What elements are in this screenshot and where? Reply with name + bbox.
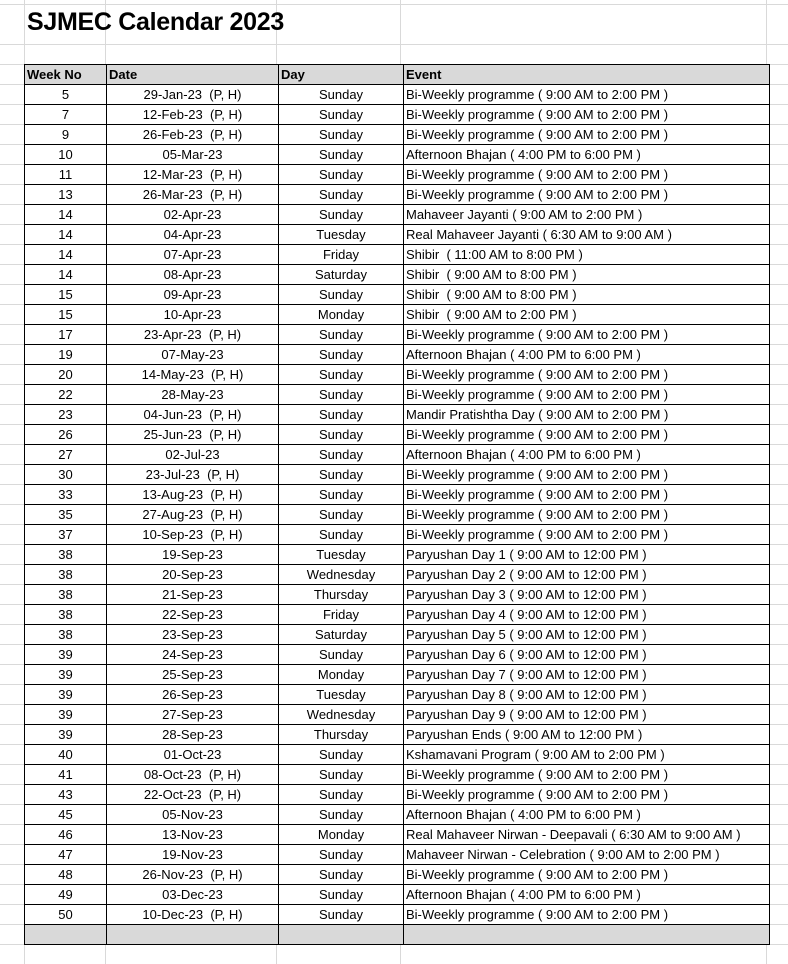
date-cell[interactable]: 04-Jun-23 (P, H) xyxy=(107,405,279,425)
day-cell[interactable]: Sunday xyxy=(279,485,404,505)
table-row xyxy=(25,245,770,265)
event-cell[interactable]: Mandir Pratishtha Day ( 9:00 AM to 2:00 PM ) xyxy=(404,405,770,425)
week-no-cell[interactable]: 7 xyxy=(25,105,107,125)
day-cell[interactable]: Sunday xyxy=(279,165,404,185)
week-no-cell[interactable]: 27 xyxy=(25,445,107,465)
date-cell[interactable]: 29-Jan-23 (P, H) xyxy=(107,85,279,105)
week-no-cell[interactable]: 26 xyxy=(25,425,107,445)
week-no-cell[interactable]: 14 xyxy=(25,245,107,265)
table-row xyxy=(25,865,770,885)
table-row xyxy=(25,285,770,305)
date-cell[interactable]: 25-Sep-23 xyxy=(107,665,279,685)
day-cell[interactable]: Sunday xyxy=(279,285,404,305)
day-cell[interactable]: Friday xyxy=(279,245,404,265)
column-header-event[interactable]: Event xyxy=(404,65,770,85)
week-no-cell[interactable]: 41 xyxy=(25,765,107,785)
day-cell[interactable]: Sunday xyxy=(279,85,404,105)
date-cell[interactable]: 03-Dec-23 xyxy=(107,885,279,905)
date-cell[interactable]: 10-Sep-23 (P, H) xyxy=(107,525,279,545)
table-row xyxy=(25,825,770,845)
week-no-cell[interactable]: 30 xyxy=(25,465,107,485)
day-cell[interactable]: Sunday xyxy=(279,345,404,365)
event-cell[interactable]: Bi-Weekly programme ( 9:00 AM to 2:00 PM ) xyxy=(404,865,770,885)
week-no-cell[interactable]: 39 xyxy=(25,705,107,725)
day-cell[interactable]: Sunday xyxy=(279,145,404,165)
day-cell[interactable]: Tuesday xyxy=(279,685,404,705)
date-cell[interactable]: 04-Apr-23 xyxy=(107,225,279,245)
column-header-week-no[interactable]: Week No xyxy=(25,65,107,85)
date-cell[interactable]: 13-Aug-23 (P, H) xyxy=(107,485,279,505)
table-row xyxy=(25,605,770,625)
day-cell[interactable]: Sunday xyxy=(279,185,404,205)
date-cell[interactable]: 19-Nov-23 xyxy=(107,845,279,865)
week-no-cell[interactable]: 14 xyxy=(25,265,107,285)
date-cell[interactable]: 13-Nov-23 xyxy=(107,825,279,845)
empty-cell[interactable] xyxy=(404,925,770,945)
day-cell[interactable]: Sunday xyxy=(279,445,404,465)
date-cell[interactable]: 27-Aug-23 (P, H) xyxy=(107,505,279,525)
table-row xyxy=(25,265,770,285)
event-cell[interactable]: Paryushan Day 7 ( 9:00 AM to 12:00 PM ) xyxy=(404,665,770,685)
table-row xyxy=(25,225,770,245)
day-cell[interactable]: Monday xyxy=(279,305,404,325)
empty-cell[interactable] xyxy=(107,925,279,945)
week-no-cell[interactable]: 17 xyxy=(25,325,107,345)
event-cell[interactable]: Bi-Weekly programme ( 9:00 AM to 2:00 PM ) xyxy=(404,125,770,145)
table-row xyxy=(25,105,770,125)
date-cell[interactable]: 25-Jun-23 (P, H) xyxy=(107,425,279,445)
calendar-table xyxy=(24,64,770,945)
empty-cell[interactable] xyxy=(279,925,404,945)
week-no-cell[interactable]: 45 xyxy=(25,805,107,825)
date-cell[interactable]: 07-May-23 xyxy=(107,345,279,365)
week-no-cell[interactable]: 33 xyxy=(25,485,107,505)
day-cell[interactable]: Sunday xyxy=(279,805,404,825)
table-row xyxy=(25,185,770,205)
week-no-cell[interactable]: 9 xyxy=(25,125,107,145)
event-cell[interactable]: Bi-Weekly programme ( 9:00 AM to 2:00 PM ) xyxy=(404,765,770,785)
day-cell[interactable]: Sunday xyxy=(279,865,404,885)
footer-row xyxy=(25,925,770,945)
week-no-cell[interactable]: 38 xyxy=(25,605,107,625)
table-row xyxy=(25,165,770,185)
day-cell[interactable]: Sunday xyxy=(279,785,404,805)
table-row xyxy=(25,745,770,765)
week-no-cell[interactable]: 40 xyxy=(25,745,107,765)
header-row xyxy=(25,65,770,85)
week-no-cell[interactable]: 37 xyxy=(25,525,107,545)
event-cell[interactable]: Bi-Weekly programme ( 9:00 AM to 2:00 PM ) xyxy=(404,505,770,525)
day-cell[interactable]: Sunday xyxy=(279,105,404,125)
event-cell[interactable]: Bi-Weekly programme ( 9:00 AM to 2:00 PM ) xyxy=(404,905,770,925)
event-cell[interactable]: Paryushan Day 8 ( 9:00 AM to 12:00 PM ) xyxy=(404,685,770,705)
week-no-cell[interactable]: 14 xyxy=(25,225,107,245)
date-cell[interactable]: 12-Feb-23 (P, H) xyxy=(107,105,279,125)
table-row xyxy=(25,325,770,345)
week-no-cell[interactable]: 46 xyxy=(25,825,107,845)
day-cell[interactable]: Monday xyxy=(279,825,404,845)
date-cell[interactable]: 14-May-23 (P, H) xyxy=(107,365,279,385)
table-row xyxy=(25,625,770,645)
day-cell[interactable]: Saturday xyxy=(279,265,404,285)
day-cell[interactable]: Monday xyxy=(279,665,404,685)
table-row xyxy=(25,665,770,685)
week-no-cell[interactable]: 47 xyxy=(25,845,107,865)
week-no-cell[interactable]: 23 xyxy=(25,405,107,425)
table-row xyxy=(25,525,770,545)
table-row xyxy=(25,685,770,705)
date-cell[interactable]: 02-Apr-23 xyxy=(107,205,279,225)
week-no-cell[interactable]: 48 xyxy=(25,865,107,885)
date-cell[interactable]: 23-Jul-23 (P, H) xyxy=(107,465,279,485)
date-cell[interactable]: 10-Dec-23 (P, H) xyxy=(107,905,279,925)
event-cell[interactable]: Real Mahaveer Jayanti ( 6:30 AM to 9:00 AM ) xyxy=(404,225,770,245)
table-row xyxy=(25,365,770,385)
date-cell[interactable]: 02-Jul-23 xyxy=(107,445,279,465)
event-cell[interactable]: Bi-Weekly programme ( 9:00 AM to 2:00 PM ) xyxy=(404,325,770,345)
day-cell[interactable]: Sunday xyxy=(279,525,404,545)
date-cell[interactable]: 23-Apr-23 (P, H) xyxy=(107,325,279,345)
day-cell[interactable]: Sunday xyxy=(279,765,404,785)
event-cell[interactable]: Bi-Weekly programme ( 9:00 AM to 2:00 PM ) xyxy=(404,525,770,545)
week-no-cell[interactable]: 39 xyxy=(25,725,107,745)
table-row xyxy=(25,205,770,225)
date-cell[interactable]: 20-Sep-23 xyxy=(107,565,279,585)
table-row xyxy=(25,905,770,925)
event-cell[interactable]: Bi-Weekly programme ( 9:00 AM to 2:00 PM ) xyxy=(404,185,770,205)
day-cell[interactable]: Sunday xyxy=(279,365,404,385)
date-cell[interactable]: 12-Mar-23 (P, H) xyxy=(107,165,279,185)
event-cell[interactable]: Bi-Weekly programme ( 9:00 AM to 2:00 PM ) xyxy=(404,385,770,405)
week-no-cell[interactable]: 49 xyxy=(25,885,107,905)
day-cell[interactable]: Sunday xyxy=(279,205,404,225)
event-cell[interactable]: Bi-Weekly programme ( 9:00 AM to 2:00 PM ) xyxy=(404,425,770,445)
week-no-cell[interactable]: 35 xyxy=(25,505,107,525)
date-cell[interactable]: 28-May-23 xyxy=(107,385,279,405)
day-cell[interactable]: Thursday xyxy=(279,585,404,605)
day-cell[interactable]: Tuesday xyxy=(279,545,404,565)
day-cell[interactable]: Wednesday xyxy=(279,705,404,725)
date-cell[interactable]: 10-Apr-23 xyxy=(107,305,279,325)
table-row xyxy=(25,345,770,365)
week-no-cell[interactable]: 20 xyxy=(25,365,107,385)
event-cell[interactable]: Afternoon Bhajan ( 4:00 PM to 6:00 PM ) xyxy=(404,885,770,905)
column-header-date[interactable]: Date xyxy=(107,65,279,85)
table-row xyxy=(25,845,770,865)
week-no-cell[interactable]: 43 xyxy=(25,785,107,805)
event-cell[interactable]: Kshamavani Program ( 9:00 AM to 2:00 PM ) xyxy=(404,745,770,765)
date-cell[interactable]: 26-Nov-23 (P, H) xyxy=(107,865,279,885)
date-cell[interactable]: 08-Apr-23 xyxy=(107,265,279,285)
week-no-cell[interactable]: 15 xyxy=(25,305,107,325)
table-row xyxy=(25,885,770,905)
event-cell[interactable]: Bi-Weekly programme ( 9:00 AM to 2:00 PM ) xyxy=(404,465,770,485)
event-cell[interactable]: Shibir ( 9:00 AM to 8:00 PM ) xyxy=(404,285,770,305)
event-cell[interactable]: Paryushan Day 4 ( 9:00 AM to 12:00 PM ) xyxy=(404,605,770,625)
event-cell[interactable]: Shibir ( 11:00 AM to 8:00 PM ) xyxy=(404,245,770,265)
date-cell[interactable]: 21-Sep-23 xyxy=(107,585,279,605)
day-cell[interactable]: Sunday xyxy=(279,125,404,145)
gridline xyxy=(0,44,788,45)
table-row xyxy=(25,85,770,105)
table-row xyxy=(25,405,770,425)
table-row xyxy=(25,645,770,665)
day-cell[interactable]: Friday xyxy=(279,605,404,625)
week-no-cell[interactable]: 10 xyxy=(25,145,107,165)
date-cell[interactable]: 26-Sep-23 xyxy=(107,685,279,705)
day-cell[interactable]: Sunday xyxy=(279,845,404,865)
date-cell[interactable]: 23-Sep-23 xyxy=(107,625,279,645)
date-cell[interactable]: 05-Nov-23 xyxy=(107,805,279,825)
table-row xyxy=(25,785,770,805)
event-cell[interactable]: Shibir ( 9:00 AM to 8:00 PM ) xyxy=(404,265,770,285)
empty-cell[interactable] xyxy=(25,925,107,945)
event-cell[interactable]: Bi-Weekly programme ( 9:00 AM to 2:00 PM ) xyxy=(404,105,770,125)
week-no-cell[interactable]: 38 xyxy=(25,545,107,565)
week-no-cell[interactable]: 39 xyxy=(25,645,107,665)
day-cell[interactable]: Tuesday xyxy=(279,225,404,245)
date-cell[interactable]: 07-Apr-23 xyxy=(107,245,279,265)
week-no-cell[interactable]: 11 xyxy=(25,165,107,185)
week-no-cell[interactable]: 22 xyxy=(25,385,107,405)
table-row xyxy=(25,385,770,405)
event-cell[interactable]: Afternoon Bhajan ( 4:00 PM to 6:00 PM ) xyxy=(404,805,770,825)
date-cell[interactable]: 08-Oct-23 (P, H) xyxy=(107,765,279,785)
table-row xyxy=(25,125,770,145)
event-cell[interactable]: Afternoon Bhajan ( 4:00 PM to 6:00 PM ) xyxy=(404,145,770,165)
event-cell[interactable]: Paryushan Day 2 ( 9:00 AM to 12:00 PM ) xyxy=(404,565,770,585)
event-cell[interactable]: Paryushan Ends ( 9:00 AM to 12:00 PM ) xyxy=(404,725,770,745)
date-cell[interactable]: 22-Oct-23 (P, H) xyxy=(107,785,279,805)
date-cell[interactable]: 26-Feb-23 (P, H) xyxy=(107,125,279,145)
event-cell[interactable]: Paryushan Day 6 ( 9:00 AM to 12:00 PM ) xyxy=(404,645,770,665)
event-cell[interactable]: Afternoon Bhajan ( 4:00 PM to 6:00 PM ) xyxy=(404,345,770,365)
table-row xyxy=(25,305,770,325)
table-row xyxy=(25,725,770,745)
event-cell[interactable]: Bi-Weekly programme ( 9:00 AM to 2:00 PM ) xyxy=(404,85,770,105)
week-no-cell[interactable]: 13 xyxy=(25,185,107,205)
day-cell[interactable]: Sunday xyxy=(279,505,404,525)
week-no-cell[interactable]: 38 xyxy=(25,565,107,585)
day-cell[interactable]: Saturday xyxy=(279,625,404,645)
table-row xyxy=(25,585,770,605)
day-cell[interactable]: Sunday xyxy=(279,885,404,905)
week-no-cell[interactable]: 15 xyxy=(25,285,107,305)
date-cell[interactable]: 22-Sep-23 xyxy=(107,605,279,625)
day-cell[interactable]: Sunday xyxy=(279,325,404,345)
week-no-cell[interactable]: 50 xyxy=(25,905,107,925)
week-no-cell[interactable]: 38 xyxy=(25,625,107,645)
event-cell[interactable]: Bi-Weekly programme ( 9:00 AM to 2:00 PM ) xyxy=(404,365,770,385)
week-no-cell[interactable]: 5 xyxy=(25,85,107,105)
event-cell[interactable]: Mahaveer Nirwan - Celebration ( 9:00 AM to 2:00 PM ) xyxy=(404,845,770,865)
table-row xyxy=(25,485,770,505)
week-no-cell[interactable]: 38 xyxy=(25,585,107,605)
date-cell[interactable]: 05-Mar-23 xyxy=(107,145,279,165)
event-cell[interactable]: Bi-Weekly programme ( 9:00 AM to 2:00 PM ) xyxy=(404,165,770,185)
date-cell[interactable]: 01-Oct-23 xyxy=(107,745,279,765)
date-cell[interactable]: 09-Apr-23 xyxy=(107,285,279,305)
table-row xyxy=(25,565,770,585)
date-cell[interactable]: 27-Sep-23 xyxy=(107,705,279,725)
day-cell[interactable]: Sunday xyxy=(279,405,404,425)
gridline xyxy=(0,4,788,5)
event-cell[interactable]: Bi-Weekly programme ( 9:00 AM to 2:00 PM ) xyxy=(404,485,770,505)
week-no-cell[interactable]: 19 xyxy=(25,345,107,365)
table-row xyxy=(25,145,770,165)
day-cell[interactable]: Wednesday xyxy=(279,565,404,585)
event-cell[interactable]: Paryushan Day 3 ( 9:00 AM to 12:00 PM ) xyxy=(404,585,770,605)
event-cell[interactable]: Paryushan Day 1 ( 9:00 AM to 12:00 PM ) xyxy=(404,545,770,565)
date-cell[interactable]: 28-Sep-23 xyxy=(107,725,279,745)
event-cell[interactable]: Shibir ( 9:00 AM to 2:00 PM ) xyxy=(404,305,770,325)
page-title: SJMEC Calendar 2023 xyxy=(27,8,284,36)
event-cell[interactable]: Paryushan Day 5 ( 9:00 AM to 12:00 PM ) xyxy=(404,625,770,645)
week-no-cell[interactable]: 14 xyxy=(25,205,107,225)
table-row xyxy=(25,445,770,465)
date-cell[interactable]: 24-Sep-23 xyxy=(107,645,279,665)
table-row xyxy=(25,705,770,725)
day-cell[interactable]: Thursday xyxy=(279,725,404,745)
day-cell[interactable]: Sunday xyxy=(279,425,404,445)
week-no-cell[interactable]: 39 xyxy=(25,665,107,685)
table-row xyxy=(25,805,770,825)
column-header-day[interactable]: Day xyxy=(279,65,404,85)
table-row xyxy=(25,545,770,565)
event-cell[interactable]: Afternoon Bhajan ( 4:00 PM to 6:00 PM ) xyxy=(404,445,770,465)
event-cell[interactable]: Bi-Weekly programme ( 9:00 AM to 2:00 PM ) xyxy=(404,785,770,805)
day-cell[interactable]: Sunday xyxy=(279,905,404,925)
date-cell[interactable]: 19-Sep-23 xyxy=(107,545,279,565)
event-cell[interactable]: Real Mahaveer Nirwan - Deepavali ( 6:30 AM to 9:00 AM ) xyxy=(404,825,770,845)
date-cell[interactable]: 26-Mar-23 (P, H) xyxy=(107,185,279,205)
week-no-cell[interactable]: 39 xyxy=(25,685,107,705)
day-cell[interactable]: Sunday xyxy=(279,745,404,765)
day-cell[interactable]: Sunday xyxy=(279,645,404,665)
event-cell[interactable]: Paryushan Day 9 ( 9:00 AM to 12:00 PM ) xyxy=(404,705,770,725)
table-row xyxy=(25,765,770,785)
event-cell[interactable]: Mahaveer Jayanti ( 9:00 AM to 2:00 PM ) xyxy=(404,205,770,225)
day-cell[interactable]: Sunday xyxy=(279,385,404,405)
day-cell[interactable]: Sunday xyxy=(279,465,404,485)
table-row xyxy=(25,465,770,485)
table-row xyxy=(25,425,770,445)
table-row xyxy=(25,505,770,525)
